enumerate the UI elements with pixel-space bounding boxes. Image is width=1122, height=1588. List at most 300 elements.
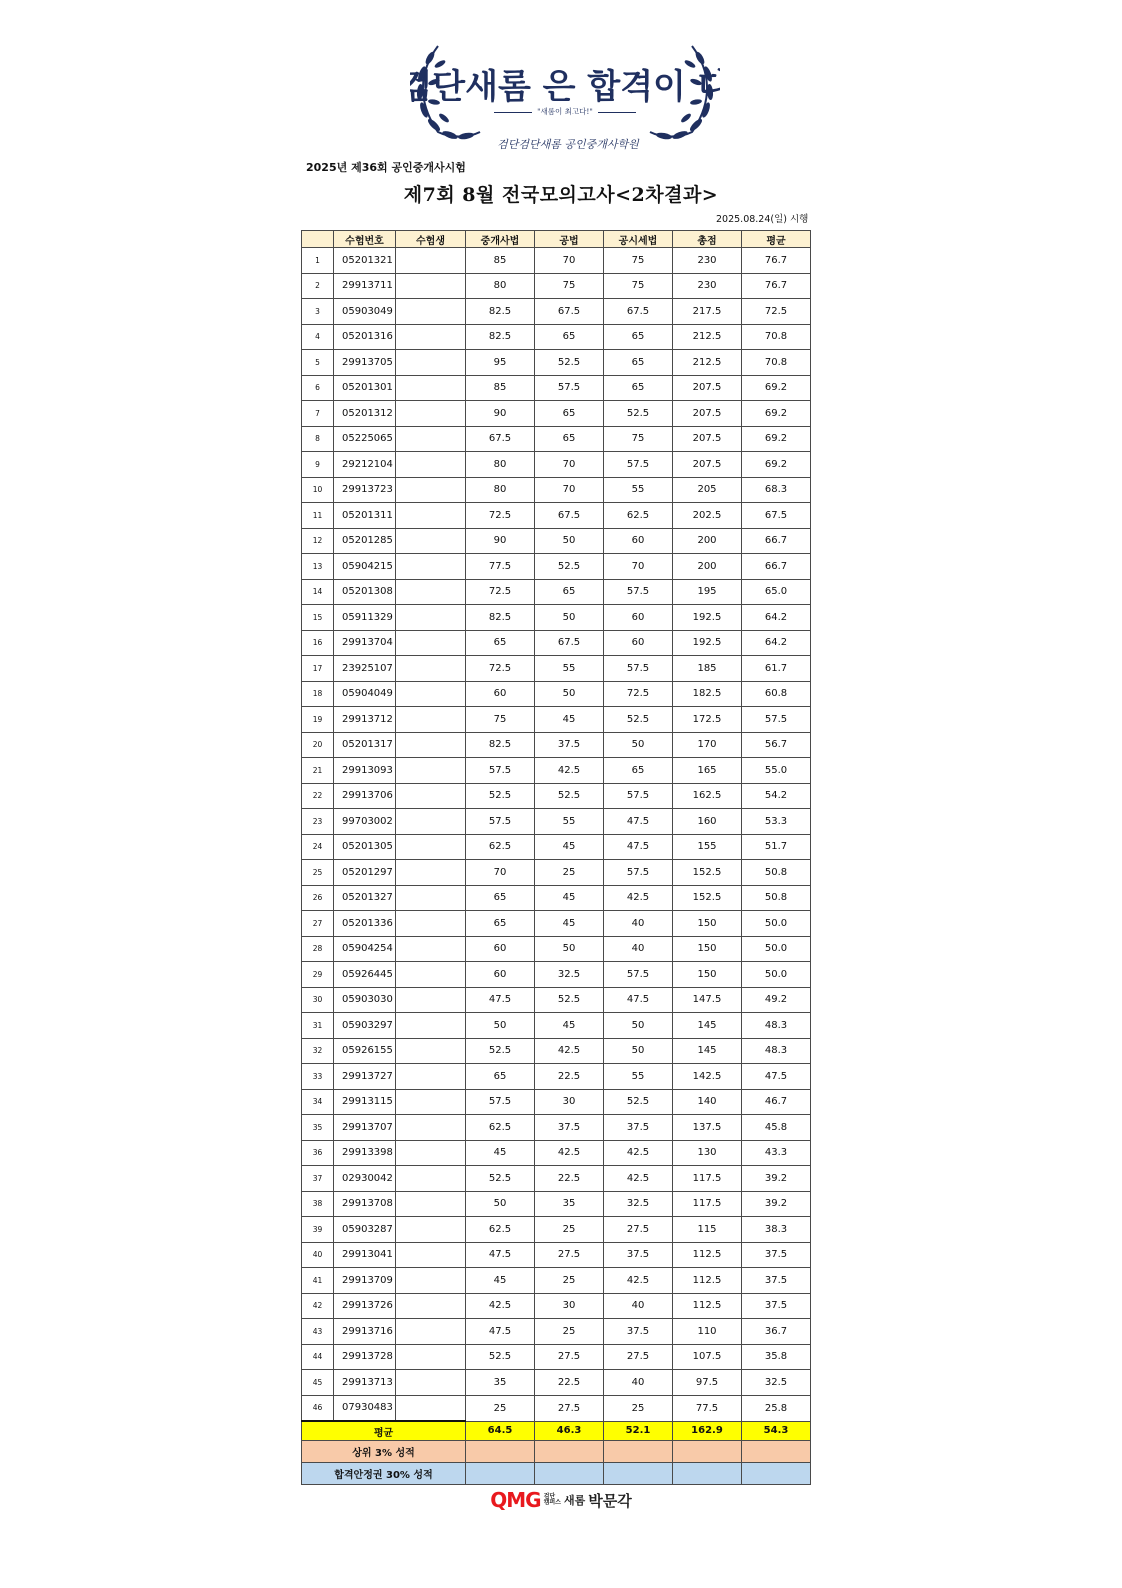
public-law-score: 42.5 bbox=[535, 1038, 604, 1064]
total-score: 230 bbox=[673, 248, 742, 274]
average-row bbox=[302, 1421, 811, 1441]
public-law-score: 22.5 bbox=[535, 1166, 604, 1192]
average-score: 39.2 bbox=[742, 1166, 811, 1192]
exam-id: 29913711 bbox=[334, 273, 396, 299]
average-score: 51.7 bbox=[742, 834, 811, 860]
exam-id: 05903049 bbox=[334, 299, 396, 325]
registration-tax-score: 47.5 bbox=[604, 987, 673, 1013]
total-score: 165 bbox=[673, 758, 742, 784]
average-score: 69.2 bbox=[742, 401, 811, 427]
exam-id: 05201316 bbox=[334, 324, 396, 350]
average-score: 64.2 bbox=[742, 630, 811, 656]
average-score: 70.8 bbox=[742, 324, 811, 350]
total-score: 117.5 bbox=[673, 1166, 742, 1192]
brokerage-law-score: 85 bbox=[466, 248, 535, 274]
brokerage-law-score: 35 bbox=[466, 1370, 535, 1396]
table-row bbox=[302, 477, 811, 503]
top3-cell bbox=[466, 1441, 535, 1463]
footer-brand-logo bbox=[0, 1488, 1122, 1514]
candidate-name bbox=[396, 1064, 466, 1090]
candidate-name bbox=[396, 1115, 466, 1141]
average-score: 50.0 bbox=[742, 911, 811, 937]
row-number: 37 bbox=[302, 1166, 334, 1192]
brokerage-law-score: 75 bbox=[466, 707, 535, 733]
row-number: 41 bbox=[302, 1268, 334, 1294]
row-number: 7 bbox=[302, 401, 334, 427]
registration-tax-score: 50 bbox=[604, 1038, 673, 1064]
row-number: 34 bbox=[302, 1089, 334, 1115]
public-law-score: 50 bbox=[535, 936, 604, 962]
average-score: 76.7 bbox=[742, 248, 811, 274]
exam-id: 05926445 bbox=[334, 962, 396, 988]
row-number: 24 bbox=[302, 834, 334, 860]
table-row bbox=[302, 1319, 811, 1345]
registration-tax-score: 40 bbox=[604, 911, 673, 937]
average-score: 50.8 bbox=[742, 885, 811, 911]
public-law-score: 67.5 bbox=[535, 299, 604, 325]
candidate-name bbox=[396, 426, 466, 452]
table-row bbox=[302, 783, 811, 809]
public-law-score: 70 bbox=[535, 248, 604, 274]
brokerage-law-score: 25 bbox=[466, 1395, 535, 1421]
exam-id: 05201321 bbox=[334, 248, 396, 274]
table-header-row bbox=[302, 231, 811, 248]
table-row bbox=[302, 605, 811, 631]
registration-tax-score: 37.5 bbox=[604, 1319, 673, 1345]
candidate-name bbox=[396, 1319, 466, 1345]
public-law-score: 70 bbox=[535, 452, 604, 478]
average-score: 57.5 bbox=[742, 707, 811, 733]
registration-tax-score: 55 bbox=[604, 1064, 673, 1090]
candidate-name bbox=[396, 911, 466, 937]
brand-middle: 새롬 bbox=[563, 1494, 586, 1507]
brokerage-law-score: 42.5 bbox=[466, 1293, 535, 1319]
average-score: 54.2 bbox=[742, 783, 811, 809]
candidate-name bbox=[396, 248, 466, 274]
candidate-name bbox=[396, 656, 466, 682]
average-score: 64.2 bbox=[742, 605, 811, 631]
candidate-name bbox=[396, 707, 466, 733]
row-number: 1 bbox=[302, 248, 334, 274]
row-number: 5 bbox=[302, 350, 334, 376]
average-score: 50.0 bbox=[742, 936, 811, 962]
candidate-name bbox=[396, 299, 466, 325]
registration-tax-score: 60 bbox=[604, 630, 673, 656]
registration-tax-score: 57.5 bbox=[604, 656, 673, 682]
logo-slogan: "새롬이 최고다!" bbox=[410, 106, 720, 117]
safe30-cell bbox=[535, 1463, 604, 1485]
public-law-score: 45 bbox=[535, 707, 604, 733]
exam-id: 99703002 bbox=[334, 809, 396, 835]
exam-name: 2025년 제36회 공인중개사시험 bbox=[306, 161, 466, 174]
public-law-score: 45 bbox=[535, 885, 604, 911]
candidate-name bbox=[396, 375, 466, 401]
average-score: 48.3 bbox=[742, 1013, 811, 1039]
public-law-score: 55 bbox=[535, 656, 604, 682]
table-row bbox=[302, 936, 811, 962]
brokerage-law-score: 62.5 bbox=[466, 1115, 535, 1141]
table-row bbox=[302, 1166, 811, 1192]
public-law-score: 75 bbox=[535, 273, 604, 299]
candidate-name bbox=[396, 1395, 466, 1421]
brokerage-law-score: 50 bbox=[466, 1191, 535, 1217]
average-score: 32.5 bbox=[742, 1370, 811, 1396]
total-score: 145 bbox=[673, 1038, 742, 1064]
registration-tax-score: 60 bbox=[604, 528, 673, 554]
laurel-wreath-icon bbox=[410, 40, 720, 165]
public-law-score: 42.5 bbox=[535, 1140, 604, 1166]
average-score: 50.8 bbox=[742, 860, 811, 886]
total-score: 192.5 bbox=[673, 630, 742, 656]
registration-tax-score: 40 bbox=[604, 936, 673, 962]
average-score: 43.3 bbox=[742, 1140, 811, 1166]
total-score: 160 bbox=[673, 809, 742, 835]
registration-tax-score: 52.5 bbox=[604, 401, 673, 427]
registration-tax-score: 70 bbox=[604, 554, 673, 580]
public-law-score: 52.5 bbox=[535, 783, 604, 809]
exam-id: 29913713 bbox=[334, 1370, 396, 1396]
table-row bbox=[302, 248, 811, 274]
safe30-row bbox=[302, 1463, 811, 1485]
brokerage-law-score: 52.5 bbox=[466, 1166, 535, 1192]
total-score: 137.5 bbox=[673, 1115, 742, 1141]
average-score: 70.8 bbox=[742, 350, 811, 376]
brand-small-bottom: 캠퍼스 bbox=[543, 1499, 561, 1506]
brokerage-law-score: 60 bbox=[466, 936, 535, 962]
average-score: 66.7 bbox=[742, 528, 811, 554]
results-table bbox=[301, 230, 811, 1485]
row-number: 11 bbox=[302, 503, 334, 529]
average-score: 37.5 bbox=[742, 1242, 811, 1268]
exam-id: 29913712 bbox=[334, 707, 396, 733]
registration-tax-score: 52.5 bbox=[604, 707, 673, 733]
public-law-score: 65 bbox=[535, 579, 604, 605]
total-score: 112.5 bbox=[673, 1268, 742, 1294]
row-number: 44 bbox=[302, 1344, 334, 1370]
registration-tax-score: 40 bbox=[604, 1370, 673, 1396]
exam-id: 05903287 bbox=[334, 1217, 396, 1243]
table-row bbox=[302, 1370, 811, 1396]
candidate-name bbox=[396, 860, 466, 886]
candidate-name bbox=[396, 503, 466, 529]
registration-tax-score: 42.5 bbox=[604, 1268, 673, 1294]
brokerage-law-score: 72.5 bbox=[466, 656, 535, 682]
registration-tax-score: 65 bbox=[604, 375, 673, 401]
total-score: 115 bbox=[673, 1217, 742, 1243]
total-score: 152.5 bbox=[673, 860, 742, 886]
total-score: 97.5 bbox=[673, 1370, 742, 1396]
table-row bbox=[302, 401, 811, 427]
exam-id: 29913727 bbox=[334, 1064, 396, 1090]
brokerage-law-score: 45 bbox=[466, 1140, 535, 1166]
candidate-name bbox=[396, 758, 466, 784]
public-law-score: 65 bbox=[535, 324, 604, 350]
exam-id: 29913726 bbox=[334, 1293, 396, 1319]
candidate-name bbox=[396, 452, 466, 478]
average-label: 평균 bbox=[302, 1421, 466, 1441]
public-law-score: 52.5 bbox=[535, 987, 604, 1013]
row-number: 46 bbox=[302, 1395, 334, 1421]
average-score: 53.3 bbox=[742, 809, 811, 835]
registration-tax-score: 62.5 bbox=[604, 503, 673, 529]
row-number: 19 bbox=[302, 707, 334, 733]
exam-date: 2025.08.24(일) 시행 bbox=[716, 214, 809, 225]
table-row bbox=[302, 630, 811, 656]
safe30-cell bbox=[742, 1463, 811, 1485]
exam-id: 05201297 bbox=[334, 860, 396, 886]
total-score: 140 bbox=[673, 1089, 742, 1115]
exam-id: 29913728 bbox=[334, 1344, 396, 1370]
table-row bbox=[302, 528, 811, 554]
table-row bbox=[302, 1268, 811, 1294]
registration-tax-score: 72.5 bbox=[604, 681, 673, 707]
exam-id: 29913041 bbox=[334, 1242, 396, 1268]
candidate-name bbox=[396, 885, 466, 911]
registration-tax-score: 60 bbox=[604, 605, 673, 631]
public-law-score: 65 bbox=[535, 401, 604, 427]
table-row bbox=[302, 834, 811, 860]
brokerage-law-score: 52.5 bbox=[466, 783, 535, 809]
safe30-cell bbox=[466, 1463, 535, 1485]
registration-tax-score: 75 bbox=[604, 273, 673, 299]
total-score: 217.5 bbox=[673, 299, 742, 325]
col-header-public-law: 공법 bbox=[535, 231, 604, 248]
brand-name: 박문각 bbox=[588, 1491, 632, 1510]
brokerage-law-score: 82.5 bbox=[466, 299, 535, 325]
registration-tax-score: 57.5 bbox=[604, 962, 673, 988]
public-law-score: 57.5 bbox=[535, 375, 604, 401]
public-law-score: 52.5 bbox=[535, 350, 604, 376]
average-score: 37.5 bbox=[742, 1293, 811, 1319]
brokerage-law-score: 80 bbox=[466, 452, 535, 478]
brokerage-law-score: 67.5 bbox=[466, 426, 535, 452]
logo-text: 검단새롬 은 합격이 다 bbox=[410, 67, 720, 107]
candidate-name bbox=[396, 554, 466, 580]
row-number: 14 bbox=[302, 579, 334, 605]
brokerage-law-score: 47.5 bbox=[466, 987, 535, 1013]
public-law-score: 25 bbox=[535, 1217, 604, 1243]
brokerage-law-score: 72.5 bbox=[466, 579, 535, 605]
registration-tax-score: 65 bbox=[604, 758, 673, 784]
average-cell: 64.5 bbox=[466, 1421, 535, 1441]
row-number: 13 bbox=[302, 554, 334, 580]
candidate-name bbox=[396, 987, 466, 1013]
brokerage-law-score: 57.5 bbox=[466, 1089, 535, 1115]
average-score: 37.5 bbox=[742, 1268, 811, 1294]
registration-tax-score: 52.5 bbox=[604, 1089, 673, 1115]
exam-id: 05911329 bbox=[334, 605, 396, 631]
total-score: 205 bbox=[673, 477, 742, 503]
public-law-score: 42.5 bbox=[535, 758, 604, 784]
brokerage-law-score: 65 bbox=[466, 885, 535, 911]
candidate-name bbox=[396, 1268, 466, 1294]
candidate-name bbox=[396, 528, 466, 554]
public-law-score: 22.5 bbox=[535, 1064, 604, 1090]
total-score: 110 bbox=[673, 1319, 742, 1345]
row-number: 28 bbox=[302, 936, 334, 962]
average-score: 45.8 bbox=[742, 1115, 811, 1141]
registration-tax-score: 27.5 bbox=[604, 1344, 673, 1370]
exam-id: 29913723 bbox=[334, 477, 396, 503]
registration-tax-score: 57.5 bbox=[604, 579, 673, 605]
brokerage-law-score: 72.5 bbox=[466, 503, 535, 529]
exam-id: 29913704 bbox=[334, 630, 396, 656]
total-score: 207.5 bbox=[673, 452, 742, 478]
registration-tax-score: 67.5 bbox=[604, 299, 673, 325]
candidate-name bbox=[396, 324, 466, 350]
public-law-score: 50 bbox=[535, 681, 604, 707]
exam-id: 29913709 bbox=[334, 1268, 396, 1294]
top3-label: 상위 3% 성적 bbox=[302, 1441, 466, 1463]
public-law-score: 32.5 bbox=[535, 962, 604, 988]
brokerage-law-score: 80 bbox=[466, 477, 535, 503]
public-law-score: 67.5 bbox=[535, 630, 604, 656]
brokerage-law-score: 60 bbox=[466, 962, 535, 988]
row-number: 18 bbox=[302, 681, 334, 707]
public-law-score: 45 bbox=[535, 1013, 604, 1039]
average-score: 72.5 bbox=[742, 299, 811, 325]
table-row bbox=[302, 656, 811, 682]
table-row bbox=[302, 911, 811, 937]
public-law-score: 70 bbox=[535, 477, 604, 503]
col-header-total: 총점 bbox=[673, 231, 742, 248]
table-row bbox=[302, 987, 811, 1013]
table-row bbox=[302, 885, 811, 911]
average-score: 76.7 bbox=[742, 273, 811, 299]
public-law-score: 45 bbox=[535, 834, 604, 860]
candidate-name bbox=[396, 681, 466, 707]
candidate-name bbox=[396, 273, 466, 299]
candidate-name bbox=[396, 1013, 466, 1039]
exam-id: 07930483 bbox=[334, 1395, 396, 1421]
total-score: 162.5 bbox=[673, 783, 742, 809]
candidate-name bbox=[396, 1293, 466, 1319]
academy-logo bbox=[410, 40, 720, 165]
candidate-name bbox=[396, 783, 466, 809]
average-score: 69.2 bbox=[742, 375, 811, 401]
total-score: 150 bbox=[673, 911, 742, 937]
row-number: 17 bbox=[302, 656, 334, 682]
col-header-candidate: 수험생 bbox=[396, 231, 466, 248]
average-score: 69.2 bbox=[742, 452, 811, 478]
exam-id: 29913115 bbox=[334, 1089, 396, 1115]
average-score: 60.8 bbox=[742, 681, 811, 707]
exam-id: 23925107 bbox=[334, 656, 396, 682]
total-score: 202.5 bbox=[673, 503, 742, 529]
brokerage-law-score: 82.5 bbox=[466, 605, 535, 631]
brokerage-law-score: 57.5 bbox=[466, 758, 535, 784]
registration-tax-score: 32.5 bbox=[604, 1191, 673, 1217]
row-number: 40 bbox=[302, 1242, 334, 1268]
exam-id: 29212104 bbox=[334, 452, 396, 478]
registration-tax-score: 47.5 bbox=[604, 809, 673, 835]
row-number: 6 bbox=[302, 375, 334, 401]
exam-id: 02930042 bbox=[334, 1166, 396, 1192]
total-score: 107.5 bbox=[673, 1344, 742, 1370]
exam-id: 29913705 bbox=[334, 350, 396, 376]
row-number: 39 bbox=[302, 1217, 334, 1243]
public-law-score: 67.5 bbox=[535, 503, 604, 529]
candidate-name bbox=[396, 1140, 466, 1166]
candidate-name bbox=[396, 630, 466, 656]
row-number: 20 bbox=[302, 732, 334, 758]
average-score: 65.0 bbox=[742, 579, 811, 605]
exam-id: 05904215 bbox=[334, 554, 396, 580]
exam-id: 05201305 bbox=[334, 834, 396, 860]
exam-id: 05201301 bbox=[334, 375, 396, 401]
total-score: 117.5 bbox=[673, 1191, 742, 1217]
table-row bbox=[302, 1140, 811, 1166]
average-score: 68.3 bbox=[742, 477, 811, 503]
brand-small-top: 검단 bbox=[543, 1493, 556, 1500]
average-score: 66.7 bbox=[742, 554, 811, 580]
candidate-name bbox=[396, 1089, 466, 1115]
row-number: 3 bbox=[302, 299, 334, 325]
registration-tax-score: 37.5 bbox=[604, 1115, 673, 1141]
candidate-name bbox=[396, 1191, 466, 1217]
top3-row bbox=[302, 1441, 811, 1463]
total-score: 172.5 bbox=[673, 707, 742, 733]
total-score: 212.5 bbox=[673, 324, 742, 350]
candidate-name bbox=[396, 579, 466, 605]
public-law-score: 52.5 bbox=[535, 554, 604, 580]
table-row bbox=[302, 426, 811, 452]
brokerage-law-score: 90 bbox=[466, 528, 535, 554]
exam-id: 05201317 bbox=[334, 732, 396, 758]
candidate-name bbox=[396, 1166, 466, 1192]
average-score: 47.5 bbox=[742, 1064, 811, 1090]
exam-id: 29913706 bbox=[334, 783, 396, 809]
row-number: 38 bbox=[302, 1191, 334, 1217]
table-row bbox=[302, 707, 811, 733]
exam-id: 05225065 bbox=[334, 426, 396, 452]
average-score: 61.7 bbox=[742, 656, 811, 682]
top3-cell bbox=[604, 1441, 673, 1463]
registration-tax-score: 75 bbox=[604, 248, 673, 274]
average-score: 46.7 bbox=[742, 1089, 811, 1115]
table-row bbox=[302, 1395, 811, 1421]
registration-tax-score: 42.5 bbox=[604, 1166, 673, 1192]
average-cell: 52.1 bbox=[604, 1421, 673, 1441]
average-score: 35.8 bbox=[742, 1344, 811, 1370]
total-score: 192.5 bbox=[673, 605, 742, 631]
top3-cell bbox=[535, 1441, 604, 1463]
public-law-score: 27.5 bbox=[535, 1395, 604, 1421]
average-cell: 54.3 bbox=[742, 1421, 811, 1441]
row-number: 16 bbox=[302, 630, 334, 656]
registration-tax-score: 37.5 bbox=[604, 1242, 673, 1268]
public-law-score: 50 bbox=[535, 605, 604, 631]
public-law-score: 65 bbox=[535, 426, 604, 452]
exam-id: 05903030 bbox=[334, 987, 396, 1013]
brokerage-law-score: 65 bbox=[466, 1064, 535, 1090]
brokerage-law-score: 47.5 bbox=[466, 1242, 535, 1268]
brokerage-law-score: 60 bbox=[466, 681, 535, 707]
total-score: 112.5 bbox=[673, 1242, 742, 1268]
candidate-name bbox=[396, 477, 466, 503]
table-row bbox=[302, 579, 811, 605]
average-score: 48.3 bbox=[742, 1038, 811, 1064]
brokerage-law-score: 65 bbox=[466, 911, 535, 937]
total-score: 130 bbox=[673, 1140, 742, 1166]
col-header-average: 평균 bbox=[742, 231, 811, 248]
col-header-registration-tax: 공시세법 bbox=[604, 231, 673, 248]
candidate-name bbox=[396, 1242, 466, 1268]
brokerage-law-score: 52.5 bbox=[466, 1344, 535, 1370]
public-law-score: 30 bbox=[535, 1293, 604, 1319]
total-score: 150 bbox=[673, 962, 742, 988]
total-score: 112.5 bbox=[673, 1293, 742, 1319]
